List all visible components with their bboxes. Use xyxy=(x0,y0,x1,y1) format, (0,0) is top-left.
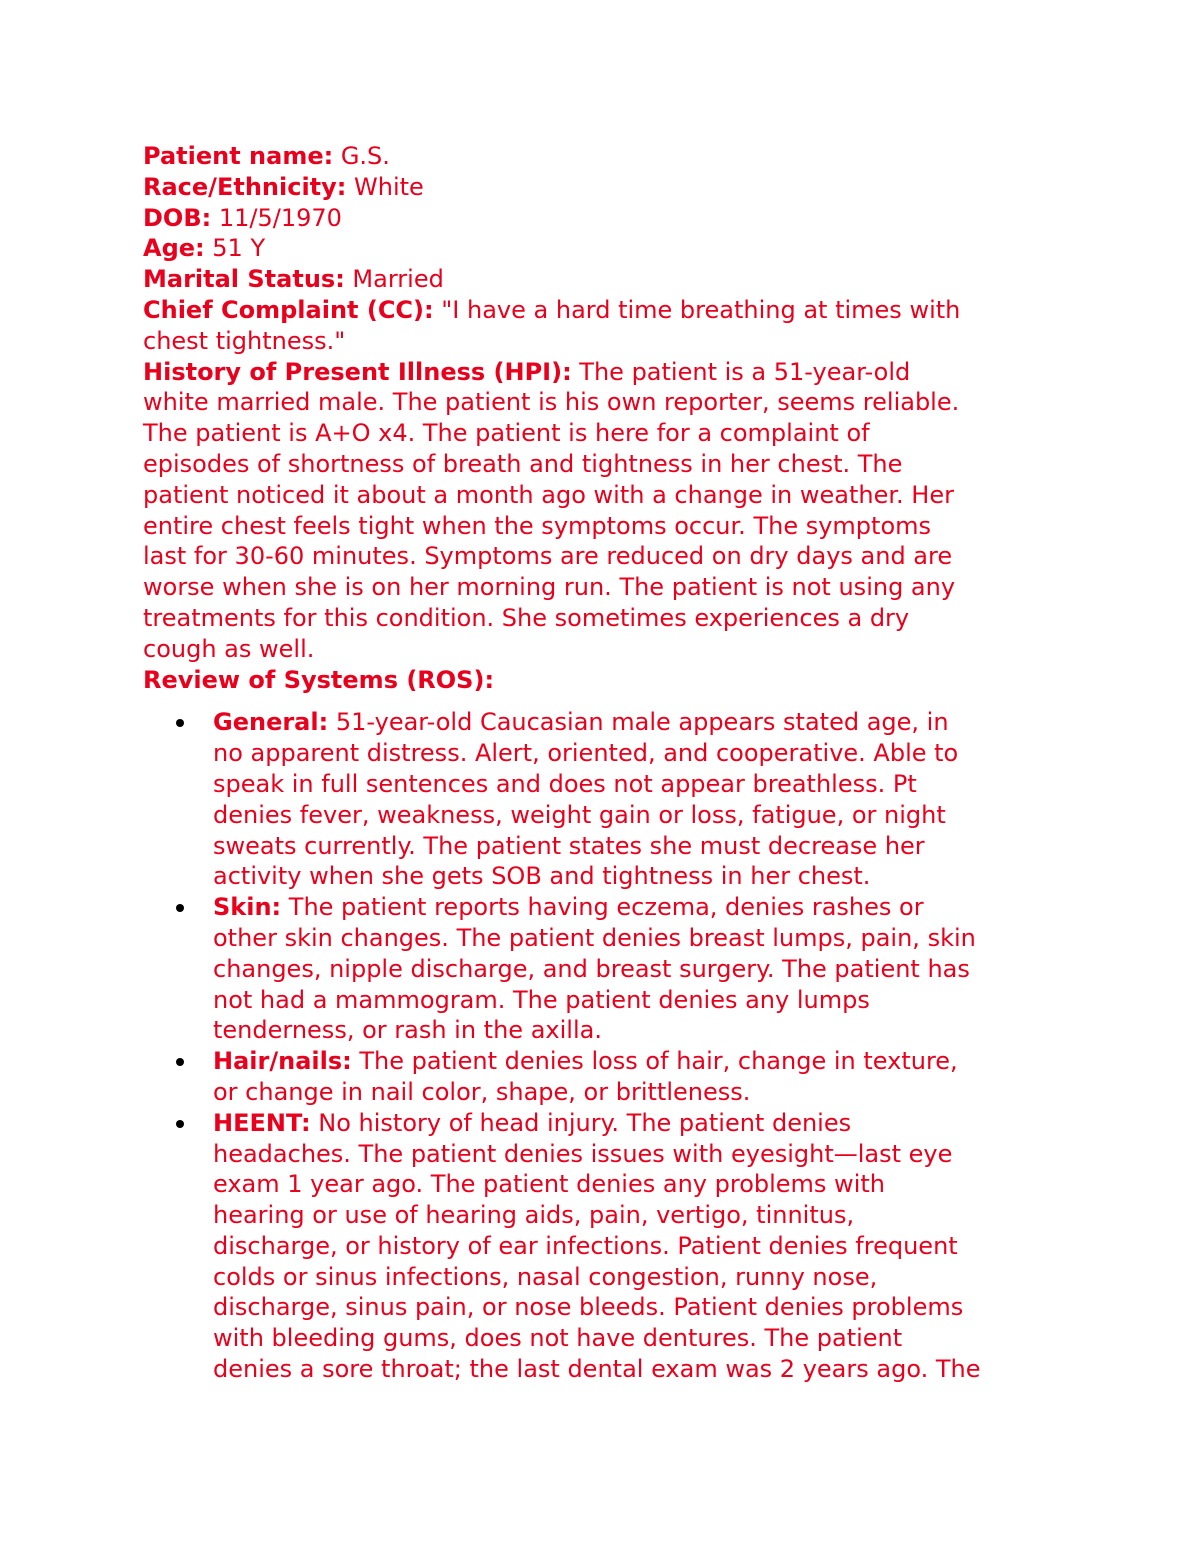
text-line: other skin changes. The patient denies breast lumps, pain, skin xyxy=(213,923,976,952)
text-line: The patient is a 51-year-old xyxy=(571,357,911,386)
text-line: episodes of shortness of breath and tightness in her chest. The xyxy=(143,449,903,478)
text-line: sweats currently. The patient states she must decrease her xyxy=(213,831,925,860)
text-line: "I have a hard time breathing at times with xyxy=(433,295,961,324)
document-page xyxy=(143,141,1083,1385)
text-line: The patient reports having eczema, denies rashes or xyxy=(281,893,924,922)
text-line: activity when she gets SOB and tightness in her chest. xyxy=(213,862,871,891)
text-line: not had a mammogram. The patient denies any lumps xyxy=(213,985,870,1014)
field-value: 11/5/1970 xyxy=(211,203,342,232)
text-line: tenderness, or rash in the axilla. xyxy=(213,1016,602,1045)
text-line: cough as well. xyxy=(143,634,315,663)
race-ethnicity-field xyxy=(143,172,1083,203)
text-line: white married male. The patient is his own reporter, seems reliable. xyxy=(143,388,960,417)
text-line: exam 1 year ago. The patient denies any problems with xyxy=(213,1170,885,1199)
text-line: last for 30-60 minutes. Symptoms are reduced on dry days and are xyxy=(143,542,953,571)
text-line: colds or sinus infections, nasal congestion, runny nose, xyxy=(213,1262,878,1291)
ros-item-skin xyxy=(143,892,1083,1046)
ros-item-label: Hair/nails: xyxy=(213,1047,352,1076)
ros-heading: Review of Systems (ROS): xyxy=(143,665,495,694)
section-label: History of Present Illness (HPI): xyxy=(143,357,572,386)
ros-item-label: General: xyxy=(213,708,329,737)
ros-item-heent xyxy=(143,1108,1083,1385)
text-line: 51-year-old Caucasian male appears stated age, in xyxy=(328,708,949,737)
text-line: no apparent distress. Alert, oriented, and cooperative. Able to xyxy=(213,739,959,768)
ros-list xyxy=(143,707,1083,1385)
ros-item-label: Skin: xyxy=(213,893,282,922)
field-value: 51 Y xyxy=(204,234,266,263)
hpi-section xyxy=(143,357,1083,665)
text-line: hearing or use of hearing aids, pain, vertigo, tinnitus, xyxy=(213,1201,855,1230)
text-line: denies a sore throat; the last dental exam was 2 years ago. The xyxy=(213,1355,981,1384)
text-line: The patient is A+O x4. The patient is here for a complaint of xyxy=(143,419,870,448)
text-line: entire chest feels tight when the symptoms occur. The symptoms xyxy=(143,511,932,540)
text-line: patient noticed it about a month ago with a change in weather. Her xyxy=(143,480,954,509)
text-line: The patient denies loss of hair, change in texture, xyxy=(351,1047,958,1076)
marital-status-field xyxy=(143,264,1083,295)
text-line: changes, nipple discharge, and breast surgery. The patient has xyxy=(213,954,970,983)
text-line: No history of head injury. The patient denies xyxy=(310,1108,852,1137)
text-line: speak in full sentences and does not appear breathless. Pt xyxy=(213,769,917,798)
field-label: Age: xyxy=(143,234,205,263)
field-value: White xyxy=(346,172,424,201)
field-label: DOB: xyxy=(143,203,212,232)
ros-item-hair-nails xyxy=(143,1046,1083,1108)
field-label: Race/Ethnicity: xyxy=(143,172,347,201)
text-line: headaches. The patient denies issues with eyesight—last eye xyxy=(213,1139,953,1168)
field-value: Married xyxy=(344,265,444,294)
text-line: denies fever, weakness, weight gain or loss, fatigue, or night xyxy=(213,800,946,829)
ros-item-label: HEENT: xyxy=(213,1108,311,1137)
text-line: chest tightness." xyxy=(143,326,346,355)
text-line: with bleeding gums, does not have dentures. The patient xyxy=(213,1324,903,1353)
field-label: Patient name: xyxy=(143,142,334,170)
patient-name-field xyxy=(143,141,1083,172)
ros-item-general xyxy=(143,707,1083,892)
text-line: or change in nail color, shape, or brittleness. xyxy=(213,1077,751,1106)
field-value: G.S. xyxy=(333,142,390,170)
text-line: discharge, sinus pain, or nose bleeds. Patient denies problems xyxy=(213,1293,964,1322)
dob-field xyxy=(143,203,1083,234)
field-label: Marital Status: xyxy=(143,265,345,294)
age-field xyxy=(143,233,1083,264)
text-line: discharge, or history of ear infections. Patient denies frequent xyxy=(213,1231,958,1260)
chief-complaint-section xyxy=(143,295,1083,357)
text-line: treatments for this condition. She sometimes experiences a dry xyxy=(143,603,910,632)
section-label: Chief Complaint (CC): xyxy=(143,295,434,324)
text-line: worse when she is on her morning run. The patient is not using any xyxy=(143,573,956,602)
